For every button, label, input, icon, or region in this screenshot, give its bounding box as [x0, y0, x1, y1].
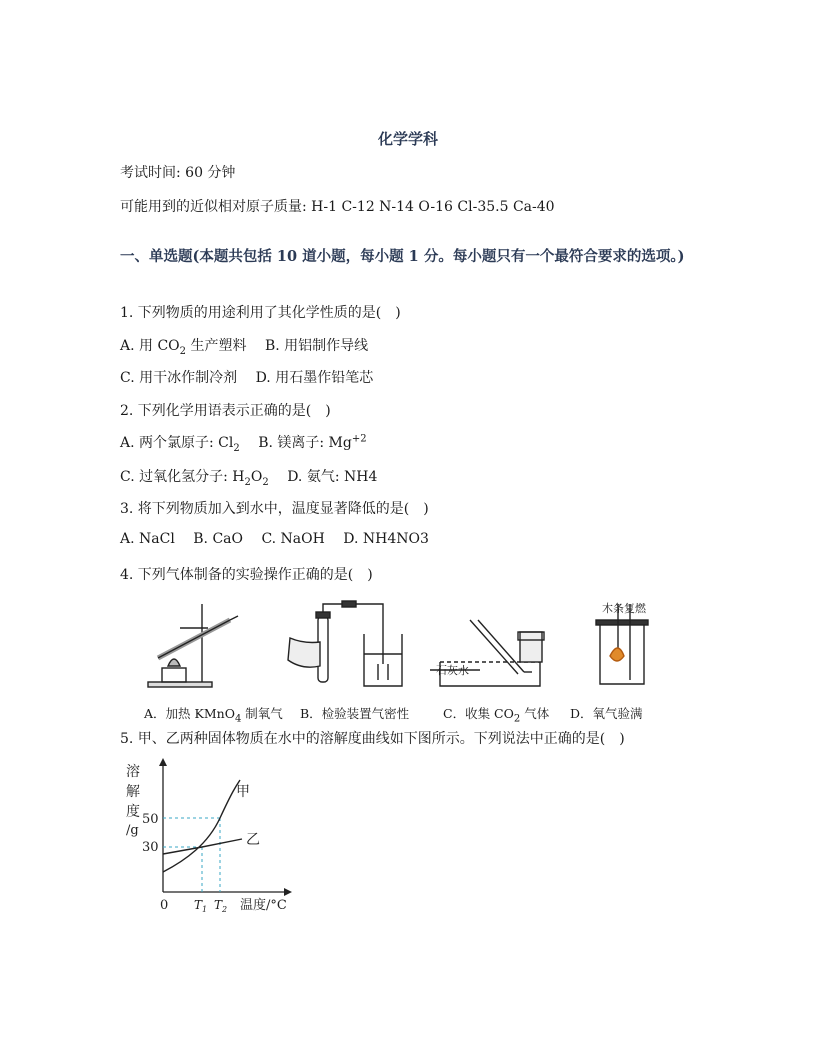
- q3-option-b: B. CaO: [193, 531, 243, 547]
- q3-option-c: C. NaOH: [261, 531, 325, 547]
- q1-options-cd: [120, 367, 387, 387]
- atomic-masses: 可能用到的近似相对原子质量: H-1 C-12 N-14 O-16 Cl-35.5 Ca-40: [120, 199, 555, 215]
- q2-option-b: B. 镁离子: $Mg^{+2}$: [258, 433, 367, 451]
- series-jia-label: 甲: [236, 784, 250, 800]
- q1-option-b: B. 用铝制作导线: [264, 338, 369, 354]
- document-title: 化学学科: [377, 130, 438, 148]
- label-splint: 木条复燃: [602, 602, 646, 615]
- q4-caption-a: A．加热 KMnO$_4$ 制氧气: [144, 706, 283, 725]
- q1-option-c: C. 用干冰作制冷剂: [120, 370, 238, 386]
- q4-caption-d: D．氧气验满: [570, 706, 643, 721]
- q1-option-a: A. 用 $CO_2$ 生产塑料: [120, 338, 247, 357]
- exam-time: 考试时间: 60 分钟: [120, 165, 236, 181]
- q3-option-d: D. NH4NO3: [343, 531, 429, 547]
- ylabel-char-2: 解: [126, 784, 140, 800]
- q4-apparatus-figure: [140, 594, 680, 698]
- ylabel-char-4: /g: [126, 823, 139, 838]
- apparatus-a-heating-icon: [148, 604, 238, 687]
- ytick-30: 30: [142, 840, 159, 855]
- ytick-50: 50: [142, 812, 159, 827]
- q2-option-d: D. 氨气: NH4: [287, 469, 378, 485]
- q1-stem: 1. 下列物质的用途利用了其化学性质的是( ): [120, 305, 401, 321]
- xtick-t2: $T_2$: [214, 898, 228, 914]
- apparatus-b-airtightness-icon: [288, 601, 402, 686]
- ylabel-char-1: 溶: [126, 764, 140, 780]
- series-yi-line: [163, 839, 242, 854]
- origin-label: 0: [160, 898, 169, 913]
- q2-stem: 2. 下列化学用语表示正确的是( ): [120, 403, 331, 419]
- x-axis-arrow: [284, 888, 292, 896]
- q2-option-c: C. 过氧化氢分子: $H_2O_2$: [120, 469, 269, 488]
- q4-stem: 4. 下列气体制备的实验操作正确的是( ): [120, 567, 373, 583]
- q5-stem: 5. 甲、乙两种固体物质在水中的溶解度曲线如下图所示。下列说法中正确的是( ): [120, 731, 625, 747]
- q3-stem: 3. 将下列物质加入到水中，温度显著降低的是( ): [120, 501, 429, 517]
- q4-caption-b: B．检验装置气密性: [300, 706, 410, 721]
- ylabel-char-3: 度: [126, 804, 140, 820]
- label-limewater: 石灰水: [436, 664, 469, 677]
- q2-option-a: A. 两个氯原子: $Cl_2$: [120, 435, 240, 454]
- q1-option-d: D. 用石墨作铅笔芯: [255, 370, 374, 386]
- q1-options-ab: [120, 335, 382, 357]
- section-heading: 一、单选题(本题共包括 10 道小题，每小题 1 分。每小题只有一个最符合要求的选项。): [120, 248, 685, 265]
- q2-options-cd: [120, 466, 391, 488]
- q4-caption-c: C．收集 $CO_2$ 气体: [443, 706, 550, 725]
- xlabel: 温度/°C: [240, 898, 287, 913]
- xtick-t1: $T_1$: [194, 898, 208, 914]
- y-axis-arrow: [159, 758, 167, 766]
- q3-options: [120, 531, 443, 547]
- q3-option-a: A. NaCl: [120, 531, 175, 547]
- series-yi-label: 乙: [246, 832, 260, 848]
- solubility-chart: [118, 756, 308, 920]
- series-jia-curve: [163, 780, 240, 872]
- apparatus-d-oxygen-test-icon: [596, 604, 648, 684]
- q2-options-ab: [120, 432, 381, 454]
